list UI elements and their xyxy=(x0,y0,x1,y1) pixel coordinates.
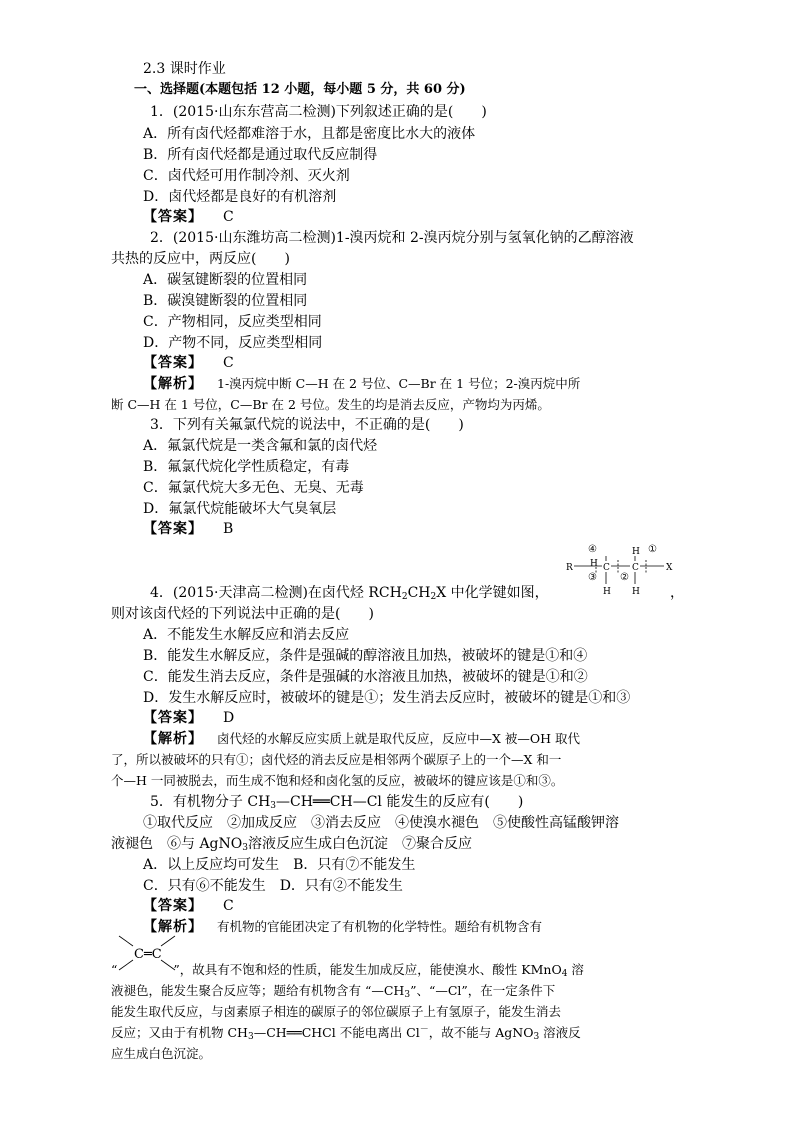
q4-stem-sub: 2 xyxy=(430,592,437,602)
answer-label: 【答案】 xyxy=(143,898,203,914)
explain-part: ”，故具有不饱和烃的性质，能发生加成反应，能使溴水、酸性 KMnO xyxy=(173,962,562,977)
q1-answer xyxy=(143,207,234,227)
explain-label: 【解析】 xyxy=(143,919,203,935)
q4-option-c: C．能发生消去反应，条件是强碱的水溶液且加热，被破坏的键是①和② xyxy=(143,669,588,685)
answer-value: B xyxy=(223,521,234,537)
atom-h: H xyxy=(632,547,640,557)
q2-option-a: A．碳氢键断裂的位置相同 xyxy=(143,272,308,288)
q1-option-a: A．所有卤代烃都难溶于水，且都是密度比水大的液体 xyxy=(143,126,476,142)
q4-explanation-line3: 个—H 一同被脱去，而生成不饱和烃和卤化氢的反应，被破坏的键应该是①和③。 xyxy=(111,773,564,788)
bond-label-2: ② xyxy=(620,572,629,583)
q5-line-part: 溶液反应生成白色沉淀 ⑦聚合反应 xyxy=(247,836,472,852)
q3-option-a: A．氟氯代烷是一类含氟和氯的卤代烃 xyxy=(143,438,378,454)
q5-explanation-line4: 能发生取代反应，与卤素原子相连的碳原子的邻位碳原子上有氢原子，能发生消去 xyxy=(111,1004,562,1019)
explain-sub: 3 xyxy=(247,1032,254,1042)
q2-answer xyxy=(143,353,234,373)
q4-option-d: D．发生水解反应时，被破坏的键是①；发生消去反应时，被破坏的键是①和③ xyxy=(143,690,631,706)
explain-label: 【解析】 xyxy=(143,731,203,747)
q2-option-d: D．产物不同，反应类型相同 xyxy=(143,335,323,351)
answer-value: C xyxy=(223,898,234,914)
explain-part: 反应；又由于有机物 CH xyxy=(111,1025,248,1040)
q5-explanation-line1 xyxy=(143,917,542,937)
q3-answer xyxy=(143,519,233,539)
q5-explanation-line3 xyxy=(111,981,555,1001)
q5-stem-part: 5．有机物分子 CH xyxy=(150,794,271,810)
answer-label: 【答案】 xyxy=(143,355,203,371)
q5-line-part: 液褪色 ⑥与 AgNO xyxy=(111,836,243,852)
q5-options-cd: C．只有⑥不能发生 D．只有②不能发生 xyxy=(143,878,403,894)
answer-value: C xyxy=(223,355,234,371)
page-title: 2.3 课时作业 xyxy=(143,61,226,77)
q5-reactions-line2 xyxy=(111,834,472,854)
atom-x: X xyxy=(666,563,673,573)
bond-label-4: ④ xyxy=(588,544,597,555)
section-title: 一、选择题(本题包括 12 小题，每小题 5 分，共 60 分) xyxy=(134,82,466,97)
explain-sub: 3 xyxy=(533,1032,540,1042)
q4-stem-comma: ， xyxy=(670,585,684,601)
atom-h: H xyxy=(590,559,598,569)
q2-option-b: B．碳溴键断裂的位置相同 xyxy=(143,293,308,309)
q5-line-sub: 3 xyxy=(242,843,248,853)
q5-explanation-line2 xyxy=(111,960,584,980)
q1-option-b: B．所有卤代烃都是通过取代反应制得 xyxy=(143,147,378,163)
q4-explanation-line1 xyxy=(143,729,580,749)
answer-label: 【答案】 xyxy=(143,209,203,225)
q4-explanation-line2: 了，所以被破坏的只有①；卤代烃的消去反应是相邻两个碳原子上的一个—X 和一 xyxy=(111,752,562,767)
explain-sup: － xyxy=(419,1024,429,1035)
atom-c: C xyxy=(632,563,639,573)
explain-part: 溶液反 xyxy=(539,1025,581,1040)
q2-explanation-line1 xyxy=(143,374,580,394)
q3-option-c: C．氟氯代烷大多无色、无臭、无毒 xyxy=(143,480,364,496)
answer-value: C xyxy=(223,209,234,225)
atom-h: H xyxy=(632,587,640,596)
q4-stem-line2: 则对该卤代烃的下列说法中正确的是( ) xyxy=(111,606,374,622)
q5-reactions-line1: ①取代反应 ②加成反应 ③消去反应 ④使溴水褪色 ⑤使酸性高锰酸钾溶 xyxy=(143,815,619,831)
q5-stem-part: —CH══CH—Cl 能发生的反应有( ) xyxy=(276,794,524,810)
explain-sub: 4 xyxy=(561,969,568,979)
explain-part: —CH══CHCl 不能电离出 Cl xyxy=(253,1025,420,1040)
q4-answer xyxy=(143,708,234,728)
q4-stem-line1 xyxy=(150,583,549,603)
q1-option-c: C．卤代烃可用作制冷剂、灭火剂 xyxy=(143,168,350,184)
explain-part: ”、“—Cl”，在一定条件下 xyxy=(410,983,556,998)
explain-text: 1-溴丙烷中断 C—H 在 2 号位、C—Br 在 1 号位；2-溴丙烷中所 xyxy=(217,376,581,391)
q4-stem-part: X 中化学键如图， xyxy=(436,585,549,601)
q2-option-c: C．产物相同，反应类型相同 xyxy=(143,314,322,330)
explain-sub: 3 xyxy=(404,990,411,1000)
explain-part: 液褪色，能发生聚合反应等；题给有机物含有 “—CH xyxy=(111,983,405,998)
q1-option-d: D．卤代烃都是良好的有机溶剂 xyxy=(143,189,337,205)
bond-label-3: ③ xyxy=(588,572,597,583)
q2-explanation-line2: 断 C—H 在 1 号位，C—Br 在 2 号位。发生的均是消去反应，产物均为丙烯。 xyxy=(111,397,550,412)
atom-c: C xyxy=(603,563,610,573)
q5-answer xyxy=(143,896,234,916)
q2-stem-line1: 2．(2015·山东潍坊高二检测)1-溴丙烷和 2-溴丙烷分别与氢氧化钠的乙醇溶液 xyxy=(150,230,634,246)
q2-stem-line2: 共热的反应中，两反应( ) xyxy=(111,251,290,267)
answer-label: 【答案】 xyxy=(143,521,203,537)
q4-option-a: A．不能发生水解反应和消去反应 xyxy=(143,627,350,643)
explain-part: 溶 xyxy=(567,962,584,977)
answer-label: 【答案】 xyxy=(143,710,203,726)
q5-explanation-line5 xyxy=(111,1023,581,1043)
atom-r: R xyxy=(566,563,573,573)
q3-stem: 3．下列有关氟氯代烷的说法中，不正确的是( ) xyxy=(150,417,464,433)
q4-stem-sub: 2 xyxy=(401,592,408,602)
explain-part: ，故不能与 AgNO xyxy=(428,1025,534,1040)
q5-explanation-line6: 应生成白色沉淀。 xyxy=(111,1046,212,1061)
q5-options-ab: A．以上反应均可发生 B．只有⑦不能发生 xyxy=(143,857,416,873)
explain-text: 有机物的官能团决定了有机物的化学特性。题给有机物含有 xyxy=(217,919,543,934)
explain-text: 卤代烃的水解反应实质上就是取代反应，反应中—X 被—OH 取代 xyxy=(217,731,580,746)
q3-option-b: B．氟氯代烷化学性质稳定，有毒 xyxy=(143,459,350,475)
q3-option-d: D．氟氯代烷能破坏大气臭氧层 xyxy=(143,501,337,517)
explain-label: 【解析】 xyxy=(143,376,203,392)
quote-open: “ xyxy=(111,962,118,977)
bond-label-1: ① xyxy=(648,544,657,555)
q5-stem xyxy=(150,792,523,812)
q4-option-b: B．能发生水解反应，条件是强碱的醇溶液且加热，被破坏的键是①和④ xyxy=(143,648,588,664)
alkene-label: C═C xyxy=(134,947,162,962)
q4-stem-part: CH xyxy=(407,585,431,601)
answer-value: D xyxy=(223,710,235,726)
atom-h: H xyxy=(603,587,611,596)
q5-stem-sub: 3 xyxy=(270,801,277,811)
q4-stem-part: 4．(2015·天津高二检测)在卤代烃 RCH xyxy=(150,585,402,601)
q1-stem: 1．(2015·山东东营高二检测)下列叙述正确的是( ) xyxy=(150,104,487,120)
